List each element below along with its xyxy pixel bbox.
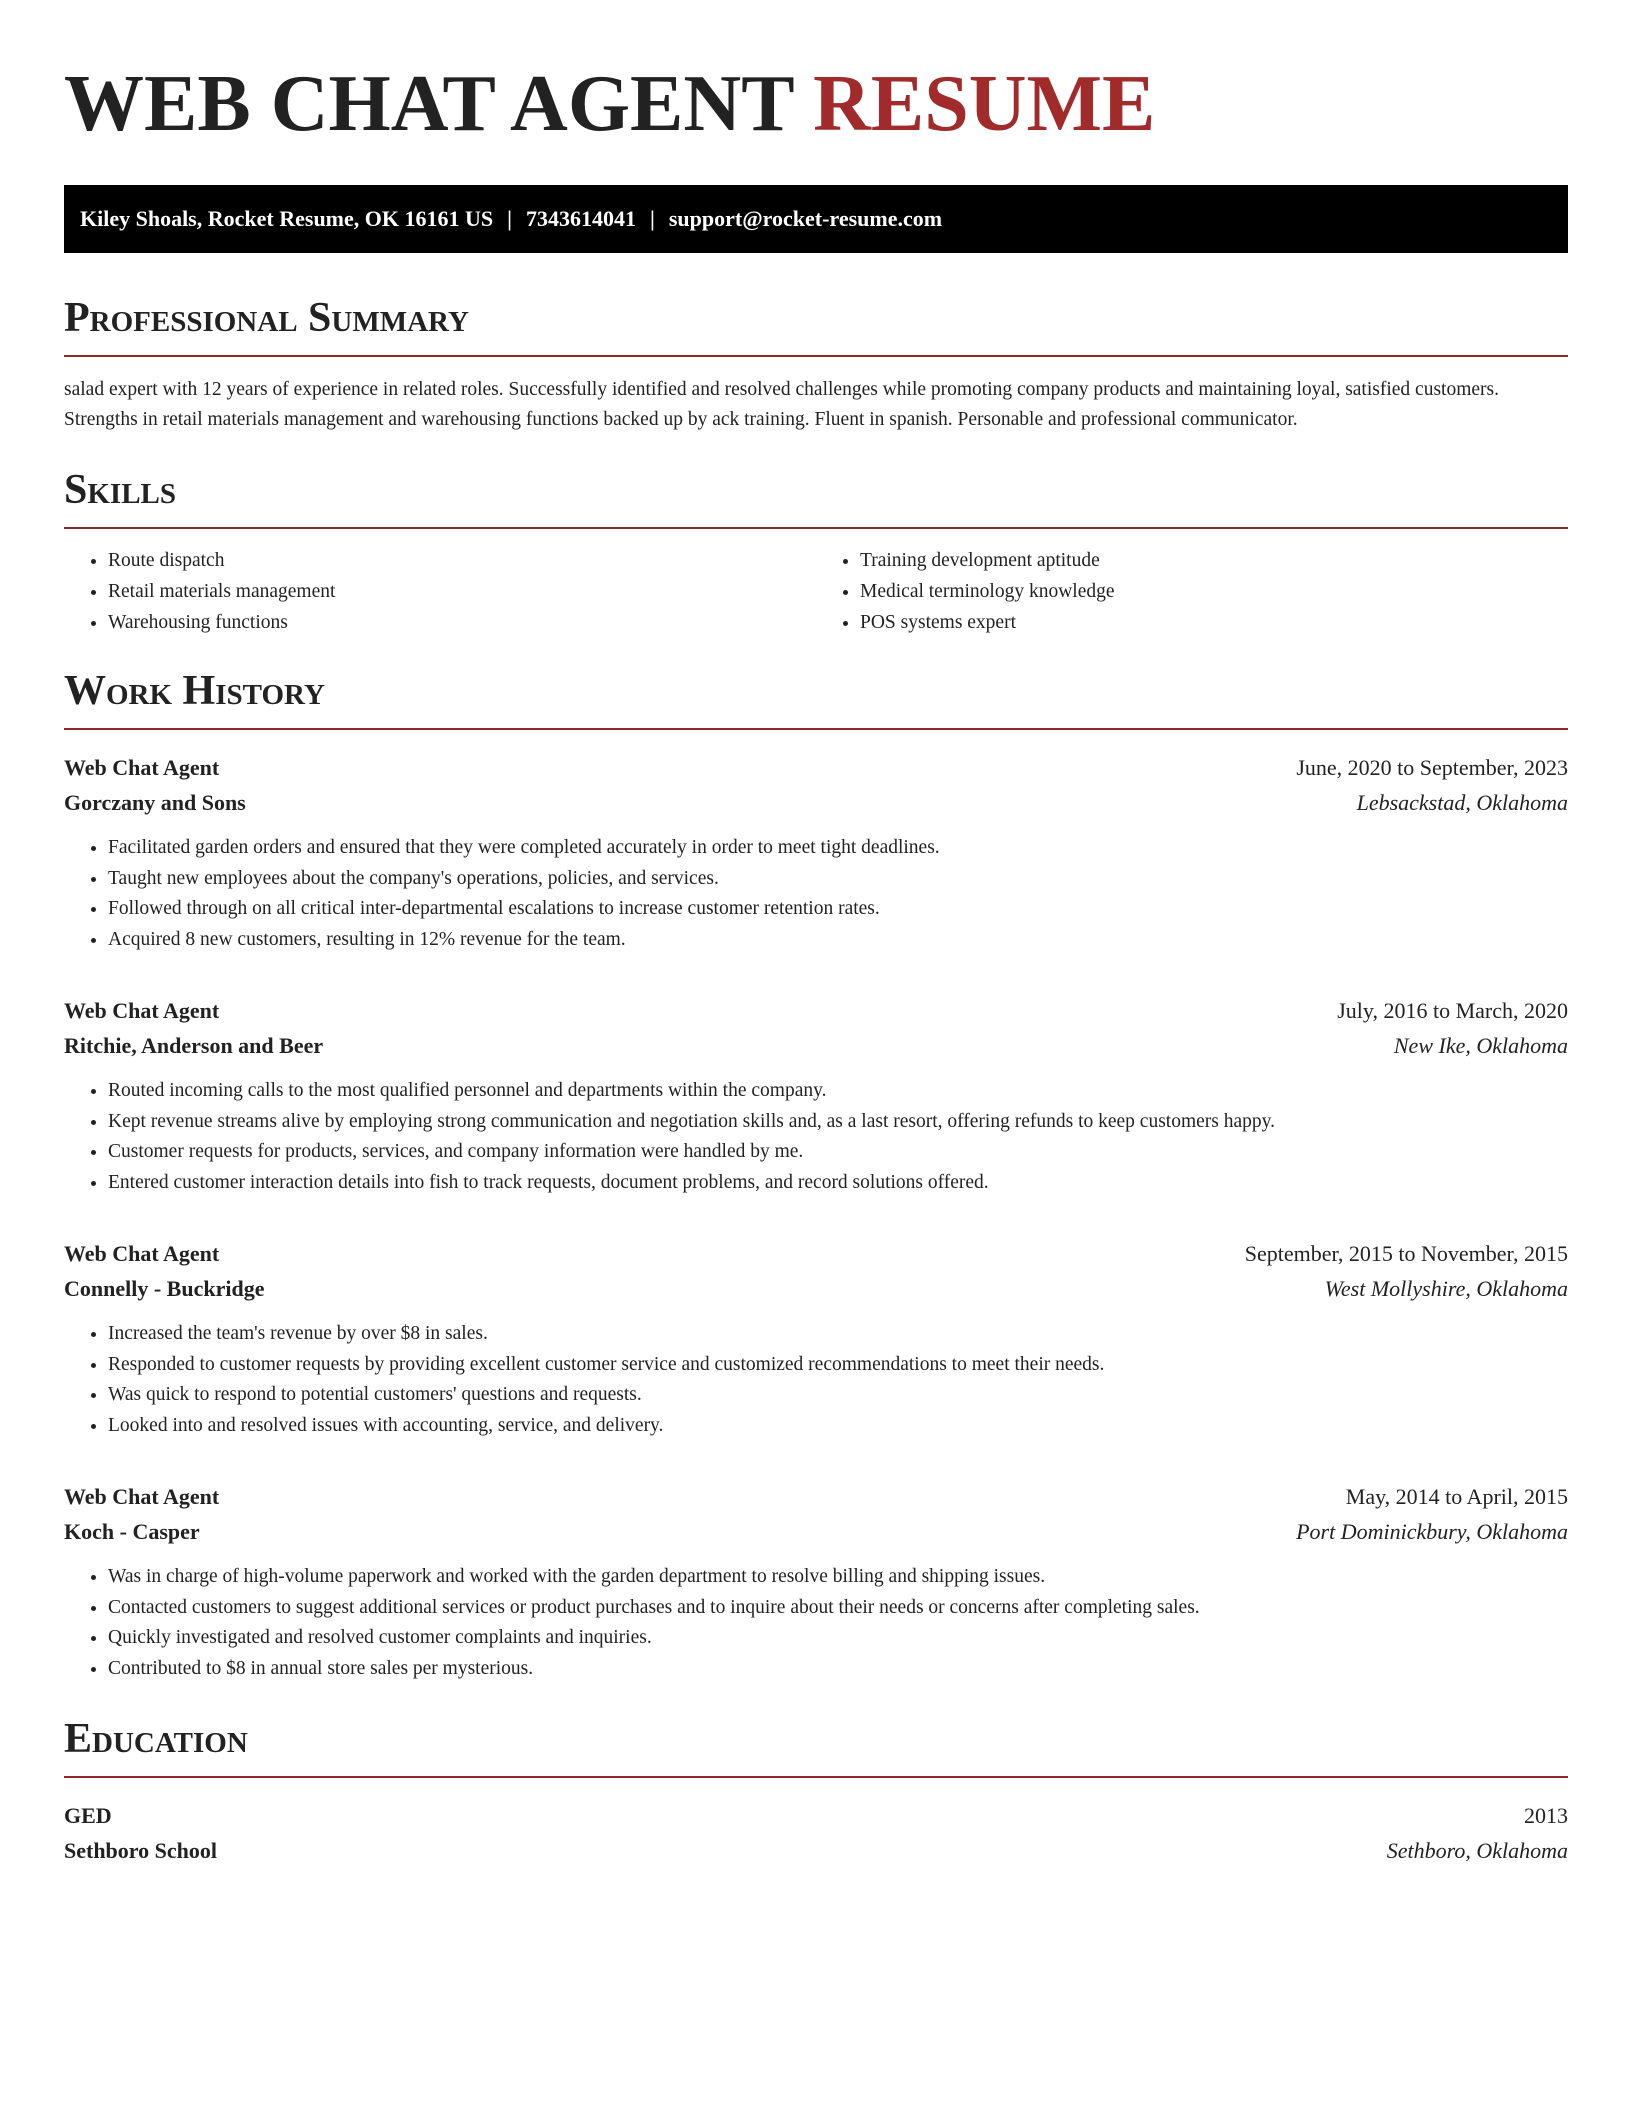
- resume-title: [64, 0, 1568, 152]
- job-dates: July, 2016 to March, 2020: [1337, 998, 1568, 1023]
- job-entry: [64, 1236, 1568, 1441]
- job-bullet: • Followed through on all critical inter-departmental escalations to increase customer retention rates.: [108, 894, 1568, 925]
- contact-separator: |: [507, 206, 512, 231]
- skill-item: • Medical terminology knowledge: [860, 576, 1568, 607]
- job-bullet: • Taught new employees about the company's operations, policies, and services.: [108, 864, 1568, 895]
- education-degree: GED: [64, 1803, 112, 1828]
- summary-heading: Professional Summary: [64, 295, 469, 341]
- section-divider: [64, 527, 1568, 529]
- job-title: Web Chat Agent: [64, 1484, 220, 1509]
- job-location: Port Dominickbury, Oklahoma: [1296, 1519, 1568, 1544]
- job-bullet: • Kept revenue streams alive by employing strong communication and negotiation skills and, as a last resort, offering refunds to keep customers happy.: [108, 1107, 1568, 1138]
- education-year: 2013: [1524, 1803, 1568, 1828]
- job-company-row: [64, 1271, 1568, 1306]
- job-bullet: • Looked into and resolved issues with accounting, service, and delivery.: [108, 1411, 1568, 1442]
- contact-phone: 7343614041: [525, 206, 636, 231]
- section-divider: [64, 355, 1568, 357]
- job-entry: [64, 1479, 1568, 1684]
- job-header-row: [64, 1479, 1568, 1514]
- job-location: New Ike, Oklahoma: [1393, 1033, 1568, 1058]
- skills-list: [64, 545, 1568, 638]
- contact-email: support@rocket-resume.com: [668, 206, 943, 231]
- job-bullet: • Quickly investigated and resolved customer complaints and inquiries.: [108, 1623, 1568, 1654]
- job-location: Lebsackstad, Oklahoma: [1356, 790, 1568, 815]
- skills-column-left: [64, 545, 816, 638]
- job-company: Ritchie, Anderson and Beer: [64, 1033, 324, 1058]
- contact-bar: [64, 185, 1568, 253]
- job-bullet: • Entered customer interaction details into fish to track requests, document problems, and record solutions offered.: [108, 1168, 1568, 1199]
- education-entry: [64, 1798, 1568, 1868]
- job-dates: September, 2015 to November, 2015: [1244, 1241, 1568, 1266]
- job-bullets: [64, 1319, 1568, 1441]
- section-divider: [64, 728, 1568, 730]
- job-company: Koch - Casper: [64, 1519, 200, 1544]
- job-bullet: • Routed incoming calls to the most qualified personnel and departments within the company.: [108, 1076, 1568, 1107]
- skill-item: • Retail materials management: [108, 576, 816, 607]
- job-company: Connelly - Buckridge: [64, 1276, 265, 1301]
- job-title: Web Chat Agent: [64, 998, 220, 1023]
- job-bullet: • Customer requests for products, services, and company information were handled by me.: [108, 1137, 1568, 1168]
- job-bullet: • Contacted customers to suggest additional services or product purchases and to inquire about their needs or concerns after completing sales.: [108, 1593, 1568, 1624]
- job-bullets: [64, 1076, 1568, 1198]
- skill-item: • Route dispatch: [108, 545, 816, 576]
- education-header-row: [64, 1798, 1568, 1833]
- skill-item: • Training development aptitude: [860, 545, 1568, 576]
- job-entry: [64, 993, 1568, 1198]
- job-bullets: [64, 1562, 1568, 1684]
- job-bullet: • Acquired 8 new customers, resulting in 12% revenue for the team.: [108, 925, 1568, 956]
- job-header-row: [64, 993, 1568, 1028]
- education-school: Sethboro School: [64, 1838, 218, 1863]
- skills-column-right: [816, 545, 1568, 638]
- job-company-row: [64, 1028, 1568, 1063]
- skill-item: • Warehousing functions: [108, 607, 816, 638]
- job-title: Web Chat Agent: [64, 755, 220, 780]
- job-bullet: • Was in charge of high-volume paperwork and worked with the garden department to resolve billing and shipping issues.: [108, 1562, 1568, 1593]
- job-company-row: [64, 1514, 1568, 1549]
- education-school-row: [64, 1833, 1568, 1868]
- job-bullet: • Increased the team's revenue by over $8 in sales.: [108, 1319, 1568, 1350]
- job-title: Web Chat Agent: [64, 1241, 220, 1266]
- job-bullets: [64, 833, 1568, 955]
- job-bullet: • Facilitated garden orders and ensured that they were completed accurately in order to meet tight deadlines.: [108, 833, 1568, 864]
- job-bullet: • Was quick to respond to potential customers' questions and requests.: [108, 1380, 1568, 1411]
- job-company-row: [64, 785, 1568, 820]
- contact-separator: |: [649, 206, 655, 231]
- skills-heading: Skills: [64, 467, 177, 513]
- job-dates: June, 2020 to September, 2023: [1296, 755, 1568, 780]
- work-history-heading: Work History: [64, 668, 325, 714]
- contact-address: Kiley Shoals, Rocket Resume, OK 16161 US: [80, 206, 494, 231]
- job-header-row: [64, 1236, 1568, 1271]
- education-location: Sethboro, Oklahoma: [1386, 1838, 1568, 1863]
- summary-text: salad expert with 12 years of experience in related roles. Successfully identified and resolved challenges while promoting company products and maintaining loyal, satisfied customers. Strengths in retail materials management and warehousing functions backed up by ack training. Fluent in spanish. Personable and professional communicator.: [64, 379, 1499, 430]
- title-main: WEB CHAT AGENT: [64, 60, 794, 148]
- job-bullet: • Contributed to $8 in annual store sales per mysterious.: [108, 1654, 1568, 1685]
- job-dates: May, 2014 to April, 2015: [1345, 1484, 1568, 1509]
- job-entry: [64, 750, 1568, 955]
- skill-item: • POS systems expert: [860, 607, 1568, 638]
- section-divider: [64, 1776, 1568, 1778]
- job-header-row: [64, 750, 1568, 785]
- job-company: Gorczany and Sons: [64, 790, 246, 815]
- title-accent: RESUME: [813, 60, 1156, 148]
- job-location: West Mollyshire, Oklahoma: [1324, 1276, 1568, 1301]
- job-bullet: • Responded to customer requests by providing excellent customer service and customized recommendations to meet their needs.: [108, 1350, 1568, 1381]
- education-heading: Education: [64, 1716, 248, 1762]
